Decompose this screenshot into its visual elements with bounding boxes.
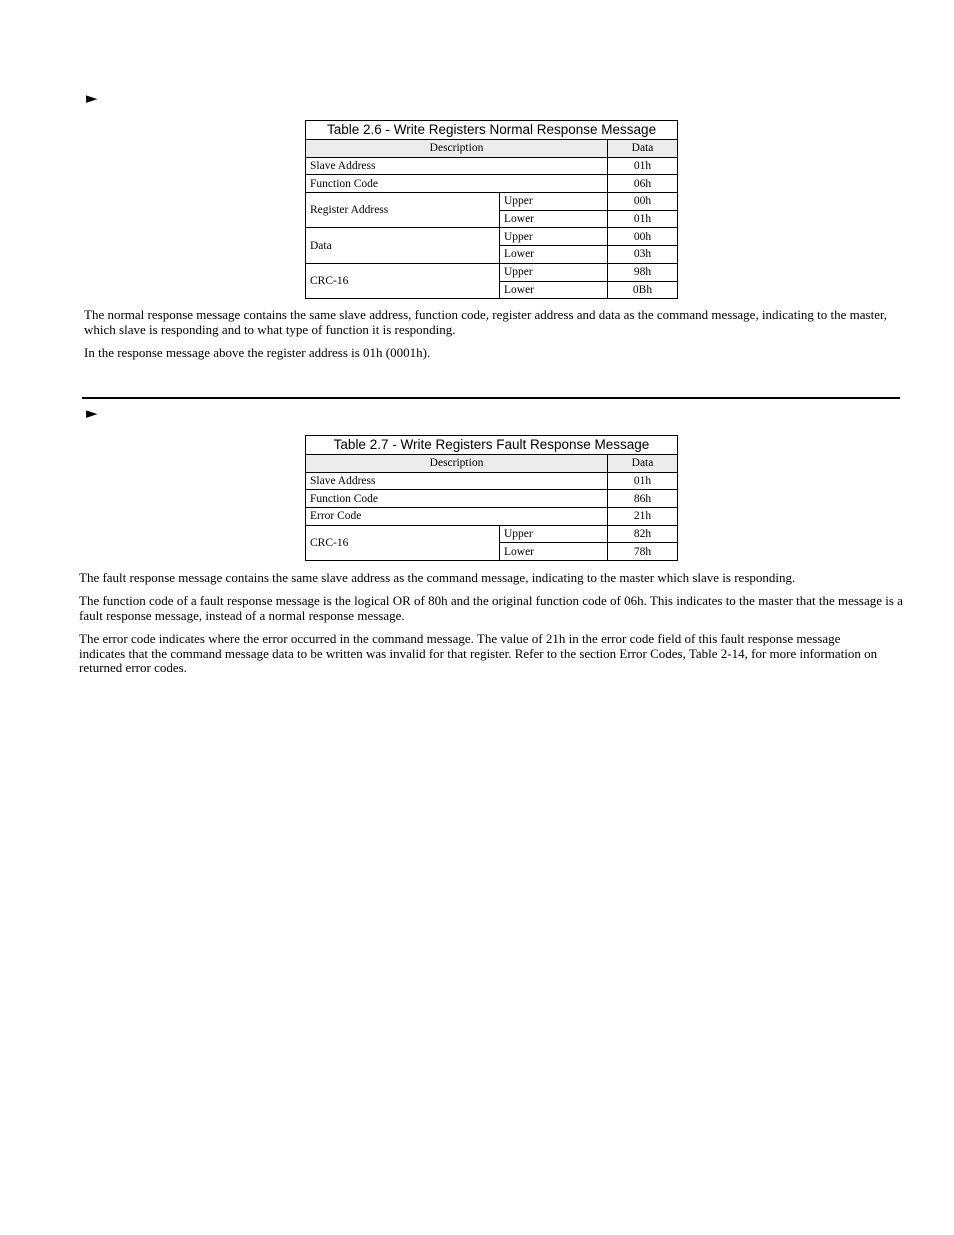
table-row	[306, 228, 678, 246]
row-label: Error Code	[306, 508, 608, 526]
byte-lower-label: Lower	[500, 543, 608, 561]
bullet-arrow-icon: ►	[86, 404, 98, 422]
table-row	[306, 193, 678, 211]
table-row	[306, 490, 678, 508]
column-header-description: Description	[306, 455, 608, 473]
row-data: 06h	[608, 175, 678, 193]
row-label: CRC-16	[306, 263, 500, 298]
row-data: 00h	[608, 228, 678, 246]
column-header-data: Data	[608, 140, 678, 158]
bullet-arrow-icon: ►	[86, 89, 98, 107]
table-row	[306, 472, 678, 490]
row-data: 01h	[608, 210, 678, 228]
row-data: 86h	[608, 490, 678, 508]
paragraph-error-code: The error code indicates where the error occurred in the command message. The value of 21h in the error code field of this fault response message indicates that the command message data to be written was invalid for that register. Refer to the section Error Codes, Table 2-14, for more information on returned error codes.	[79, 631, 878, 675]
paragraph-register-address: In the response message above the register address is 01h (0001h).	[84, 345, 431, 360]
paragraph-normal-response: The normal response message contains the same slave address, function code, register address and data as the command message, indicating to the master, which slave is responding and to what type of function it is responding.	[84, 307, 888, 337]
section-divider	[82, 397, 900, 399]
table-row	[306, 525, 678, 543]
table-row	[306, 157, 678, 175]
normal-response-table	[305, 120, 678, 299]
row-label: Register Address	[306, 193, 500, 228]
table-row	[306, 508, 678, 526]
row-label: Data	[306, 228, 500, 263]
row-data: 82h	[608, 525, 678, 543]
byte-lower-label: Lower	[500, 210, 608, 228]
paragraph-function-code: The function code of a fault response message is the logical OR of 80h and the original function code of 06h. This indicates to the master that the message is a fault response message, instead of a normal response message.	[79, 593, 903, 623]
row-label: Slave Address	[306, 157, 608, 175]
table-row	[306, 263, 678, 281]
row-data: 01h	[608, 472, 678, 490]
byte-lower-label: Lower	[500, 281, 608, 299]
byte-lower-label: Lower	[500, 246, 608, 264]
fault-response-table	[305, 435, 678, 561]
table-caption: Table 2.7 - Write Registers Fault Response Message	[306, 436, 678, 455]
byte-upper-label: Upper	[500, 525, 608, 543]
row-label: Function Code	[306, 490, 608, 508]
column-header-description: Description	[306, 140, 608, 158]
byte-upper-label: Upper	[500, 263, 608, 281]
row-data: 78h	[608, 543, 678, 561]
row-label: Function Code	[306, 175, 608, 193]
paragraph-fault-response: The fault response message contains the same slave address as the command message, indicating to the master which slave is responding.	[79, 570, 796, 585]
row-label: Slave Address	[306, 472, 608, 490]
table-row	[306, 175, 678, 193]
row-data: 98h	[608, 263, 678, 281]
row-data: 21h	[608, 508, 678, 526]
row-data: 03h	[608, 246, 678, 264]
row-data: 00h	[608, 193, 678, 211]
column-header-data: Data	[608, 455, 678, 473]
row-data: 01h	[608, 157, 678, 175]
row-label: CRC-16	[306, 525, 500, 560]
byte-upper-label: Upper	[500, 228, 608, 246]
table-caption: Table 2.6 - Write Registers Normal Response Message	[306, 121, 678, 140]
byte-upper-label: Upper	[500, 193, 608, 211]
row-data: 0Bh	[608, 281, 678, 299]
